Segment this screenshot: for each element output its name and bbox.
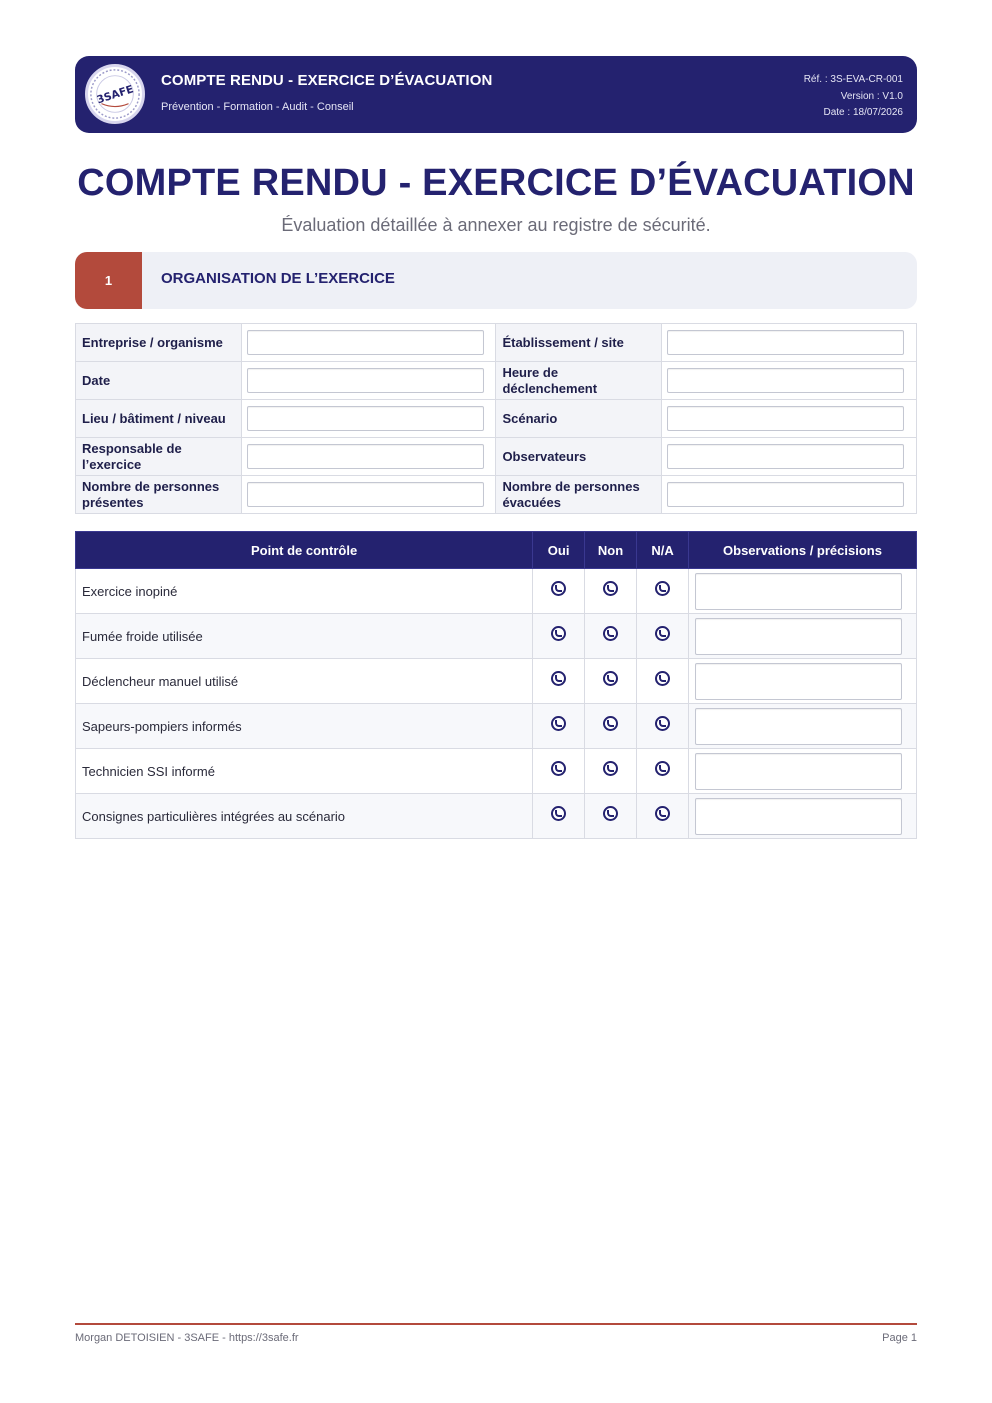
info-input-field[interactable] bbox=[247, 482, 484, 507]
option-cell-oui bbox=[533, 749, 585, 794]
header-oui: Oui bbox=[533, 532, 585, 569]
info-input-field[interactable] bbox=[667, 330, 904, 355]
radio-oui[interactable] bbox=[551, 626, 566, 641]
info-row bbox=[76, 324, 917, 362]
observation-input[interactable] bbox=[695, 798, 902, 835]
option-cell-non bbox=[585, 749, 637, 794]
info-value-cell bbox=[662, 324, 917, 362]
info-input-field[interactable] bbox=[247, 368, 484, 393]
header-non: Non bbox=[585, 532, 637, 569]
info-label: Heure de déclenchement bbox=[496, 362, 662, 400]
checkpoint-label: Consignes particulières intégrées au scénario bbox=[76, 794, 533, 839]
radio-na[interactable] bbox=[655, 806, 670, 821]
info-input-field[interactable] bbox=[247, 406, 484, 431]
info-value-cell bbox=[241, 324, 496, 362]
checklist-row bbox=[76, 659, 917, 704]
option-cell-non bbox=[585, 614, 637, 659]
observation-cell bbox=[689, 569, 917, 614]
observation-input[interactable] bbox=[695, 708, 902, 745]
option-cell-na bbox=[637, 614, 689, 659]
option-cell-na bbox=[637, 659, 689, 704]
checklist-table bbox=[75, 531, 917, 839]
radio-non[interactable] bbox=[603, 581, 618, 596]
info-row bbox=[76, 400, 917, 438]
observation-input[interactable] bbox=[695, 753, 902, 790]
option-cell-non bbox=[585, 794, 637, 839]
radio-na[interactable] bbox=[655, 671, 670, 686]
document-meta bbox=[804, 72, 903, 122]
observation-cell bbox=[689, 659, 917, 704]
info-value-cell bbox=[662, 438, 917, 476]
logo-badge-icon bbox=[88, 66, 142, 122]
info-row bbox=[76, 362, 917, 400]
info-value-cell bbox=[241, 476, 496, 514]
footer-divider bbox=[75, 1323, 917, 1325]
radio-non[interactable] bbox=[603, 671, 618, 686]
checklist-row bbox=[76, 569, 917, 614]
radio-oui[interactable] bbox=[551, 761, 566, 776]
radio-non[interactable] bbox=[603, 716, 618, 731]
radio-na[interactable] bbox=[655, 716, 670, 731]
checklist-row bbox=[76, 794, 917, 839]
info-label: Établissement / site bbox=[496, 324, 662, 362]
document-header bbox=[75, 56, 917, 133]
info-label: Observateurs bbox=[496, 438, 662, 476]
info-label: Scénario bbox=[496, 400, 662, 438]
checklist-header-row bbox=[76, 532, 917, 569]
section-title: ORGANISATION DE L’EXERCICE bbox=[161, 270, 395, 287]
info-value-cell bbox=[662, 476, 917, 514]
option-cell-non bbox=[585, 704, 637, 749]
info-value-cell bbox=[662, 362, 917, 400]
option-cell-oui bbox=[533, 659, 585, 704]
header-subtitle: Prévention - Formation - Audit - Conseil bbox=[161, 101, 354, 113]
header-title: COMPTE RENDU - EXERCICE D’ÉVACUATION bbox=[161, 72, 493, 89]
checkpoint-label: Sapeurs-pompiers informés bbox=[76, 704, 533, 749]
header-observations: Observations / précisions bbox=[689, 532, 917, 569]
info-input-field[interactable] bbox=[667, 444, 904, 469]
page-subtitle: Évaluation détaillée à annexer au registre de sécurité. bbox=[281, 215, 711, 235]
observation-input[interactable] bbox=[695, 573, 902, 610]
option-cell-na bbox=[637, 794, 689, 839]
organisation-info-table bbox=[75, 323, 917, 514]
radio-oui[interactable] bbox=[551, 806, 566, 821]
info-input-field[interactable] bbox=[667, 482, 904, 507]
observation-input[interactable] bbox=[695, 663, 902, 700]
info-label: Responsable de l’exercice bbox=[76, 438, 242, 476]
checkpoint-label: Technicien SSI informé bbox=[76, 749, 533, 794]
header-na: N/A bbox=[637, 532, 689, 569]
option-cell-oui bbox=[533, 704, 585, 749]
checkpoint-label: Exercice inopiné bbox=[76, 569, 533, 614]
page-title: COMPTE RENDU - EXERCICE D’ÉVACUATION bbox=[77, 162, 915, 204]
observation-cell bbox=[689, 749, 917, 794]
radio-non[interactable] bbox=[603, 806, 618, 821]
info-input-field[interactable] bbox=[247, 330, 484, 355]
option-cell-na bbox=[637, 569, 689, 614]
info-label: Date bbox=[76, 362, 242, 400]
checkpoint-label: Fumée froide utilisée bbox=[76, 614, 533, 659]
page-number: Page 1 bbox=[882, 1332, 917, 1344]
reference-number: Réf. : 3S-EVA-CR-001 bbox=[803, 74, 903, 85]
option-cell-na bbox=[637, 749, 689, 794]
checklist-row bbox=[76, 749, 917, 794]
option-cell-na bbox=[637, 704, 689, 749]
option-cell-oui bbox=[533, 569, 585, 614]
option-cell-non bbox=[585, 569, 637, 614]
info-row bbox=[76, 438, 917, 476]
radio-non[interactable] bbox=[603, 626, 618, 641]
checklist-row bbox=[76, 614, 917, 659]
section-header bbox=[75, 252, 917, 309]
info-input-field[interactable] bbox=[667, 368, 904, 393]
observation-cell bbox=[689, 794, 917, 839]
info-label: Entreprise / organisme bbox=[76, 324, 242, 362]
radio-oui[interactable] bbox=[551, 581, 566, 596]
info-value-cell bbox=[241, 362, 496, 400]
info-input-field[interactable] bbox=[667, 406, 904, 431]
option-cell-oui bbox=[533, 794, 585, 839]
checklist-row bbox=[76, 704, 917, 749]
version-number: Version : V1.0 bbox=[840, 90, 903, 102]
info-row bbox=[76, 476, 917, 514]
radio-na[interactable] bbox=[655, 581, 670, 596]
info-label: Lieu / bâtiment / niveau bbox=[76, 400, 242, 438]
info-input-field[interactable] bbox=[247, 444, 484, 469]
radio-na[interactable] bbox=[655, 761, 670, 776]
footer-author: Morgan DETOISIEN - 3SAFE - https://3safe.fr bbox=[75, 1332, 299, 1344]
info-value-cell bbox=[662, 400, 917, 438]
info-label: Nombre de personnes évacuées bbox=[496, 476, 662, 514]
info-value-cell bbox=[241, 400, 496, 438]
header-point: Point de contrôle bbox=[76, 532, 533, 569]
observation-cell bbox=[689, 704, 917, 749]
observation-cell bbox=[689, 614, 917, 659]
observation-input[interactable] bbox=[695, 618, 902, 655]
document-date: Date : 18/07/2026 bbox=[823, 107, 903, 118]
info-label: Nombre de personnes présentes bbox=[76, 476, 242, 514]
logo-text: 3SAFE bbox=[95, 83, 136, 107]
company-logo bbox=[85, 64, 145, 124]
option-cell-oui bbox=[533, 614, 585, 659]
radio-oui[interactable] bbox=[551, 671, 566, 686]
info-value-cell bbox=[241, 438, 496, 476]
radio-na[interactable] bbox=[655, 626, 670, 641]
option-cell-non bbox=[585, 659, 637, 704]
radio-oui[interactable] bbox=[551, 716, 566, 731]
radio-non[interactable] bbox=[603, 761, 618, 776]
checkpoint-label: Déclencheur manuel utilisé bbox=[76, 659, 533, 704]
section-number: 1 bbox=[75, 252, 142, 309]
